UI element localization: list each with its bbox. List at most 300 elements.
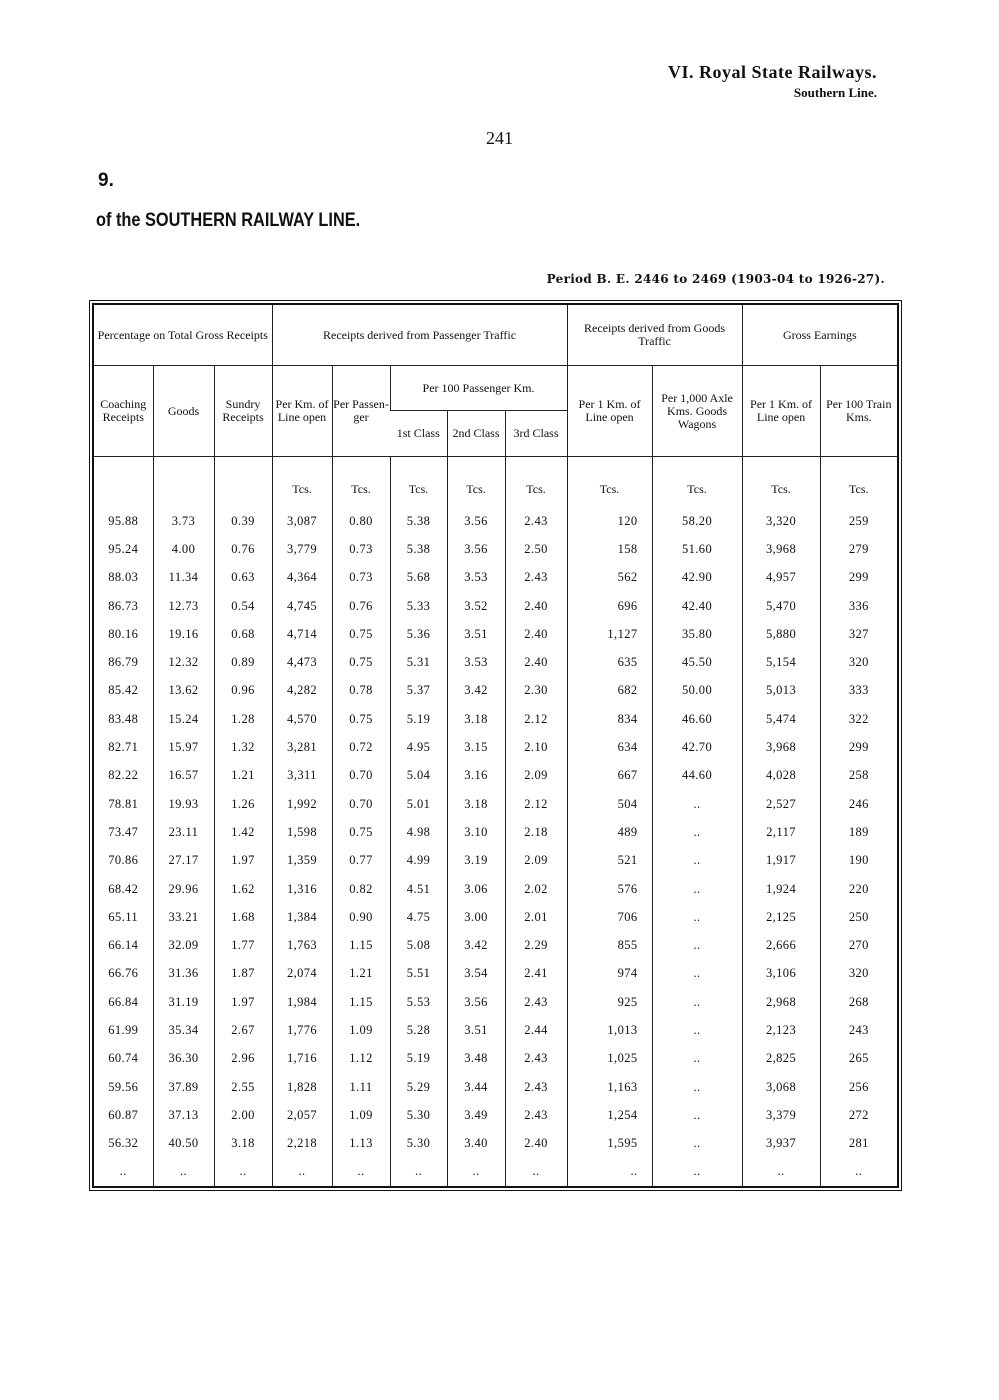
- table-row: [94, 501, 897, 535]
- table-cell: 66.84: [108, 994, 139, 1009]
- table-cell: 667: [567, 762, 652, 790]
- table-cell: 3,937: [742, 1130, 820, 1158]
- unit-cell: Tcs.: [652, 457, 742, 502]
- unit-cell: Tcs.: [505, 457, 567, 502]
- table-cell: 2,218: [272, 1130, 332, 1158]
- table-cell: 4.75: [390, 903, 447, 931]
- table-cell: 0.68: [214, 620, 272, 648]
- table-cell: ..: [652, 818, 742, 846]
- column-header: 1st Class: [390, 411, 447, 457]
- table-cell: 158: [567, 535, 652, 563]
- table-cell: ..: [652, 1045, 742, 1073]
- table-cell: 0.76: [214, 535, 272, 563]
- table-cell: 3.54: [447, 960, 505, 988]
- table-cell: 5.33: [390, 592, 447, 620]
- table-cell: ..: [652, 875, 742, 903]
- table-cell: 5.04: [390, 762, 447, 790]
- table-row: [94, 818, 897, 846]
- table-cell: ..: [390, 1158, 447, 1186]
- table-cell: ..: [272, 1158, 332, 1186]
- table-cell: 2,074: [272, 960, 332, 988]
- table-cell: 2.43: [505, 988, 567, 1016]
- table-cell: 3.51: [447, 620, 505, 648]
- table-cell: 299: [820, 733, 897, 761]
- table-cell: 78.81: [108, 796, 139, 811]
- table-cell: 3.18: [214, 1130, 272, 1158]
- table-cell: 0.89: [214, 648, 272, 676]
- table-cell: 3.40: [447, 1130, 505, 1158]
- table-cell: 189: [820, 818, 897, 846]
- table-cell: 1.97: [214, 847, 272, 875]
- table-cell: 3.56: [447, 988, 505, 1016]
- table-cell: 1,254: [567, 1101, 652, 1129]
- table-cell: 15.97: [153, 733, 214, 761]
- table-cell: 51.60: [652, 535, 742, 563]
- table-cell: 60.74: [108, 1051, 139, 1066]
- table-cell: 4,282: [272, 677, 332, 705]
- table-cell: 2.10: [505, 733, 567, 761]
- table-cell: 1.97: [214, 988, 272, 1016]
- table-cell: ..: [652, 1158, 742, 1186]
- table-cell: 281: [820, 1130, 897, 1158]
- table-cell: 5.53: [390, 988, 447, 1016]
- table-cell: 576: [567, 875, 652, 903]
- table-cell: 11.34: [153, 564, 214, 592]
- table-cell: 243: [820, 1016, 897, 1044]
- column-header: Per 1,000 Axle Kms. Goods Wagons: [652, 366, 742, 457]
- table-cell: 0.82: [332, 875, 390, 903]
- table-cell: 2.01: [505, 903, 567, 931]
- table-cell: 5.37: [390, 677, 447, 705]
- table-cell: 3.10: [447, 818, 505, 846]
- table-cell: 1,316: [272, 875, 332, 903]
- table-cell: 35.80: [652, 620, 742, 648]
- table-cell: 37.89: [153, 1073, 214, 1101]
- table-row: [94, 620, 897, 648]
- table-cell: 4,714: [272, 620, 332, 648]
- table-row: [94, 875, 897, 903]
- table-cell: 0.75: [332, 648, 390, 676]
- table-cell: 3,779: [272, 535, 332, 563]
- table-cell: 70.86: [108, 853, 139, 868]
- table-cell: 95.88: [108, 513, 139, 528]
- unit-cell: Tcs.: [820, 457, 897, 502]
- table-cell: 13.62: [153, 677, 214, 705]
- table-cell: 504: [567, 790, 652, 818]
- table-cell: 1.21: [214, 762, 272, 790]
- table-cell: 268: [820, 988, 897, 1016]
- table-cell: 3,106: [742, 960, 820, 988]
- table-cell: 4,745: [272, 592, 332, 620]
- table-cell: 1,384: [272, 903, 332, 931]
- table-cell: 220: [820, 875, 897, 903]
- table-cell: 0.77: [332, 847, 390, 875]
- table-cell: 5.19: [390, 705, 447, 733]
- table-cell: 23.11: [153, 818, 214, 846]
- table-cell: 1,163: [567, 1073, 652, 1101]
- table-cell: 1,598: [272, 818, 332, 846]
- table-cell: 0.70: [332, 762, 390, 790]
- table-cell: ..: [214, 1158, 272, 1186]
- table-cell: 5.38: [390, 535, 447, 563]
- table-cell: 32.09: [153, 931, 214, 959]
- table-cell: 3,068: [742, 1073, 820, 1101]
- table-cell: 0.80: [332, 501, 390, 535]
- table-cell: 270: [820, 931, 897, 959]
- table-cell: 42.90: [652, 564, 742, 592]
- table-cell: 3,379: [742, 1101, 820, 1129]
- running-header: [668, 62, 877, 101]
- table-cell: 259: [820, 501, 897, 535]
- table-cell: 3.51: [447, 1016, 505, 1044]
- table-cell: 2.09: [505, 762, 567, 790]
- column-header: Goods: [153, 366, 214, 457]
- column-header: 3rd Class: [505, 411, 567, 457]
- table-cell: 120: [567, 501, 652, 535]
- group-header-percentage: Percentage on Total Gross Receipts: [94, 305, 272, 366]
- table-cell: 2.12: [505, 790, 567, 818]
- table-cell: 2,968: [742, 988, 820, 1016]
- table-cell: 2,057: [272, 1101, 332, 1129]
- statistics-table: [92, 303, 899, 1188]
- table-cell: 250: [820, 903, 897, 931]
- table-cell: 0.90: [332, 903, 390, 931]
- table-cell: 1,828: [272, 1073, 332, 1101]
- table-row: [94, 847, 897, 875]
- table-cell: 3.49: [447, 1101, 505, 1129]
- table-cell: 0.73: [332, 535, 390, 563]
- header-subtitle: Southern Line.: [793, 85, 877, 100]
- table-cell: 68.42: [108, 881, 139, 896]
- table-cell: ..: [652, 790, 742, 818]
- unit-cell: Tcs.: [332, 457, 390, 502]
- table-cell: 35.34: [153, 1016, 214, 1044]
- table-cell: 1,025: [567, 1045, 652, 1073]
- table-cell: 56.32: [108, 1136, 139, 1151]
- table-cell: 3.18: [447, 790, 505, 818]
- table-cell: 88.03: [108, 570, 139, 585]
- table-cell: 46.60: [652, 705, 742, 733]
- table-cell: 73.47: [108, 824, 139, 839]
- table-cell: 0.76: [332, 592, 390, 620]
- table-cell: 4,473: [272, 648, 332, 676]
- table-cell: 19.93: [153, 790, 214, 818]
- table-cell: 1.13: [332, 1130, 390, 1158]
- table-cell: 5,154: [742, 648, 820, 676]
- table-cell: 3.00: [447, 903, 505, 931]
- table-cell: 1.42: [214, 818, 272, 846]
- table-cell: 86.73: [108, 598, 139, 613]
- table-row: [94, 1016, 897, 1044]
- column-header: Per 1 Km. of Line open: [567, 366, 652, 457]
- table-cell: 2,666: [742, 931, 820, 959]
- table-cell: ..: [652, 931, 742, 959]
- table-cell: 327: [820, 620, 897, 648]
- unit-cell: [153, 457, 214, 502]
- table-cell: 336: [820, 592, 897, 620]
- table-cell: 1.68: [214, 903, 272, 931]
- table-cell: 29.96: [153, 875, 214, 903]
- table-cell: ..: [332, 1158, 390, 1186]
- table-cell: 2.55: [214, 1073, 272, 1101]
- table-cell: 86.79: [108, 655, 139, 670]
- column-header: Sundry Receipts: [214, 366, 272, 457]
- table-cell: 2,527: [742, 790, 820, 818]
- unit-cell: Tcs.: [742, 457, 820, 502]
- table-cell: ..: [652, 903, 742, 931]
- table-cell: 2.09: [505, 847, 567, 875]
- table-cell: 258: [820, 762, 897, 790]
- table-cell: 3.19: [447, 847, 505, 875]
- table-cell: 83.48: [108, 711, 139, 726]
- table-cell: 322: [820, 705, 897, 733]
- table-cell: 279: [820, 535, 897, 563]
- table-row: [94, 903, 897, 931]
- subgroup-header-per100: Per 100 Passenger Km.: [390, 366, 567, 411]
- table-cell: 1,917: [742, 847, 820, 875]
- table-cell: 1.87: [214, 960, 272, 988]
- table-cell: 12.73: [153, 592, 214, 620]
- table-cell: 2.40: [505, 592, 567, 620]
- table-cell: 3.06: [447, 875, 505, 903]
- table-cell: 0.75: [332, 818, 390, 846]
- column-header: Coaching Receipts: [94, 366, 153, 457]
- table-cell: 5,880: [742, 620, 820, 648]
- table-cell: 2.96: [214, 1045, 272, 1073]
- table-cell: 66.76: [108, 966, 139, 981]
- table-cell: ..: [652, 847, 742, 875]
- group-header-gross: Gross Earnings: [742, 305, 897, 366]
- table-cell: ..: [153, 1158, 214, 1186]
- table-cell: 2.44: [505, 1016, 567, 1044]
- table-cell: 0.54: [214, 592, 272, 620]
- table-row: [94, 535, 897, 563]
- table-row: [94, 1130, 897, 1158]
- table-cell: 1,013: [567, 1016, 652, 1044]
- unit-cell: Tcs.: [390, 457, 447, 502]
- table-cell: 1.77: [214, 931, 272, 959]
- table-body: [94, 501, 897, 1186]
- table-cell: 1,776: [272, 1016, 332, 1044]
- table-cell: 855: [567, 931, 652, 959]
- table-cell: 3.42: [447, 677, 505, 705]
- table-cell: 1.26: [214, 790, 272, 818]
- table-cell: 3.53: [447, 564, 505, 592]
- table-cell: ..: [652, 1130, 742, 1158]
- table-cell: 58.20: [652, 501, 742, 535]
- table-cell: 5,013: [742, 677, 820, 705]
- table-cell: 1.32: [214, 733, 272, 761]
- table-cell: 3.48: [447, 1045, 505, 1073]
- table-cell: 2,825: [742, 1045, 820, 1073]
- table-cell: 0.73: [332, 564, 390, 592]
- table-cell: 2.43: [505, 1045, 567, 1073]
- table-cell: ..: [652, 988, 742, 1016]
- table-cell: 2.29: [505, 931, 567, 959]
- table-cell: 31.19: [153, 988, 214, 1016]
- table-cell: 3.56: [447, 501, 505, 535]
- group-header-goods: Receipts derived from Goods Traffic: [567, 305, 742, 366]
- table-cell: 5.38: [390, 501, 447, 535]
- unit-cell: Tcs.: [447, 457, 505, 502]
- units-row: [94, 457, 897, 502]
- table-row: [94, 564, 897, 592]
- table-cell: 95.24: [108, 541, 139, 556]
- table-cell: 2.40: [505, 1130, 567, 1158]
- table-cell: 2.41: [505, 960, 567, 988]
- table-cell: 706: [567, 903, 652, 931]
- table-cell: 562: [567, 564, 652, 592]
- table-cell: 5,470: [742, 592, 820, 620]
- table-cell: 2,117: [742, 818, 820, 846]
- table-cell: 4.98: [390, 818, 447, 846]
- table-cell: 2.30: [505, 677, 567, 705]
- table-cell: 1.62: [214, 875, 272, 903]
- table-cell: 2.12: [505, 705, 567, 733]
- table-cell: 4.51: [390, 875, 447, 903]
- table-row: [94, 733, 897, 761]
- table-cell: ..: [567, 1158, 652, 1186]
- table-cell: 80.16: [108, 626, 139, 641]
- table-row: [94, 931, 897, 959]
- table-cell: 1.21: [332, 960, 390, 988]
- table-cell: 45.50: [652, 648, 742, 676]
- table-cell: ..: [742, 1158, 820, 1186]
- table-row: [94, 960, 897, 988]
- table-cell: 2.43: [505, 1073, 567, 1101]
- table-cell: 12.32: [153, 648, 214, 676]
- table-cell: 3,968: [742, 733, 820, 761]
- table-cell: 320: [820, 960, 897, 988]
- table-cell: 82.22: [108, 768, 139, 783]
- table-cell: 16.57: [153, 762, 214, 790]
- table-cell: 1.28: [214, 705, 272, 733]
- table-row: [94, 1101, 897, 1129]
- table-cell: 2.50: [505, 535, 567, 563]
- table-cell: 40.50: [153, 1130, 214, 1158]
- column-header: Per 100 Train Kms.: [820, 366, 897, 457]
- table-row: [94, 705, 897, 733]
- table-cell: 3.52: [447, 592, 505, 620]
- table-cell: 4.00: [153, 535, 214, 563]
- table-cell: 4,364: [272, 564, 332, 592]
- table-cell: 42.40: [652, 592, 742, 620]
- table-cell: 2.67: [214, 1016, 272, 1044]
- table-cell: 4.95: [390, 733, 447, 761]
- table-cell: 974: [567, 960, 652, 988]
- table-cell: 489: [567, 818, 652, 846]
- table-cell: 59.56: [108, 1079, 139, 1094]
- table-cell: 2,125: [742, 903, 820, 931]
- table-cell: 2.43: [505, 564, 567, 592]
- table-cell: 1.15: [332, 988, 390, 1016]
- table-cell: 4,957: [742, 564, 820, 592]
- table-cell: 0.39: [214, 501, 272, 535]
- table-cell: 1.09: [332, 1016, 390, 1044]
- table-cell: 2.00: [214, 1101, 272, 1129]
- unit-cell: [214, 457, 272, 502]
- table-row: [94, 762, 897, 790]
- table-cell: ..: [505, 1158, 567, 1186]
- table-cell: ..: [652, 1073, 742, 1101]
- table-cell: 834: [567, 705, 652, 733]
- table-row: [94, 1045, 897, 1073]
- table-row: [94, 1158, 897, 1186]
- table-cell: 0.72: [332, 733, 390, 761]
- table-cell: 2.02: [505, 875, 567, 903]
- table-cell: 3.44: [447, 1073, 505, 1101]
- table-cell: 5,474: [742, 705, 820, 733]
- table-row: [94, 677, 897, 705]
- table-cell: 1,359: [272, 847, 332, 875]
- table-cell: 1,984: [272, 988, 332, 1016]
- table-cell: 265: [820, 1045, 897, 1073]
- table-cell: 2.40: [505, 620, 567, 648]
- unit-cell: Tcs.: [567, 457, 652, 502]
- unit-cell: [94, 457, 153, 502]
- table-cell: 5.31: [390, 648, 447, 676]
- table-cell: 5.30: [390, 1130, 447, 1158]
- table-row: [94, 1073, 897, 1101]
- table-cell: ..: [820, 1158, 897, 1186]
- column-header: Per Passen- ger: [332, 366, 390, 457]
- table-cell: 299: [820, 564, 897, 592]
- table-cell: 44.60: [652, 762, 742, 790]
- table-cell: 4.99: [390, 847, 447, 875]
- section-number: 9.: [98, 170, 114, 191]
- table-cell: 256: [820, 1073, 897, 1101]
- header-title: VI. Royal State Railways.: [668, 62, 877, 82]
- table-cell: 5.29: [390, 1073, 447, 1101]
- table-cell: 2.43: [505, 1101, 567, 1129]
- table-cell: 2.40: [505, 648, 567, 676]
- table-cell: 5.28: [390, 1016, 447, 1044]
- table-cell: 61.99: [108, 1022, 139, 1037]
- table-cell: 19.16: [153, 620, 214, 648]
- table-cell: 190: [820, 847, 897, 875]
- table-cell: 4,028: [742, 762, 820, 790]
- table-cell: 0.96: [214, 677, 272, 705]
- table-cell: 2.43: [505, 501, 567, 535]
- table-cell: 33.21: [153, 903, 214, 931]
- table-cell: 37.13: [153, 1101, 214, 1129]
- table-cell: 1.15: [332, 931, 390, 959]
- table-cell: 5.68: [390, 564, 447, 592]
- table-cell: 696: [567, 592, 652, 620]
- table-cell: 3,968: [742, 535, 820, 563]
- table-cell: 3,311: [272, 762, 332, 790]
- unit-cell: Tcs.: [272, 457, 332, 502]
- period-caption: Period B. E. 2446 to 2469 (1903-04 to 1926-27).: [546, 272, 885, 286]
- table-cell: 0.75: [332, 620, 390, 648]
- table-cell: 1.09: [332, 1101, 390, 1129]
- table-cell: 3.18: [447, 705, 505, 733]
- table-cell: 3.53: [447, 648, 505, 676]
- table-cell: 3.15: [447, 733, 505, 761]
- table-cell: 1.11: [332, 1073, 390, 1101]
- table-cell: 66.14: [108, 938, 139, 953]
- table-cell: 1,992: [272, 790, 332, 818]
- table-cell: 27.17: [153, 847, 214, 875]
- table-cell: 42.70: [652, 733, 742, 761]
- table-cell: 82.71: [108, 740, 139, 755]
- table-cell: 3.56: [447, 535, 505, 563]
- table-cell: 2,123: [742, 1016, 820, 1044]
- statistics-grid: [94, 305, 897, 1186]
- table-cell: 5.36: [390, 620, 447, 648]
- column-header: Per Km. of Line open: [272, 366, 332, 457]
- table-cell: 5.08: [390, 931, 447, 959]
